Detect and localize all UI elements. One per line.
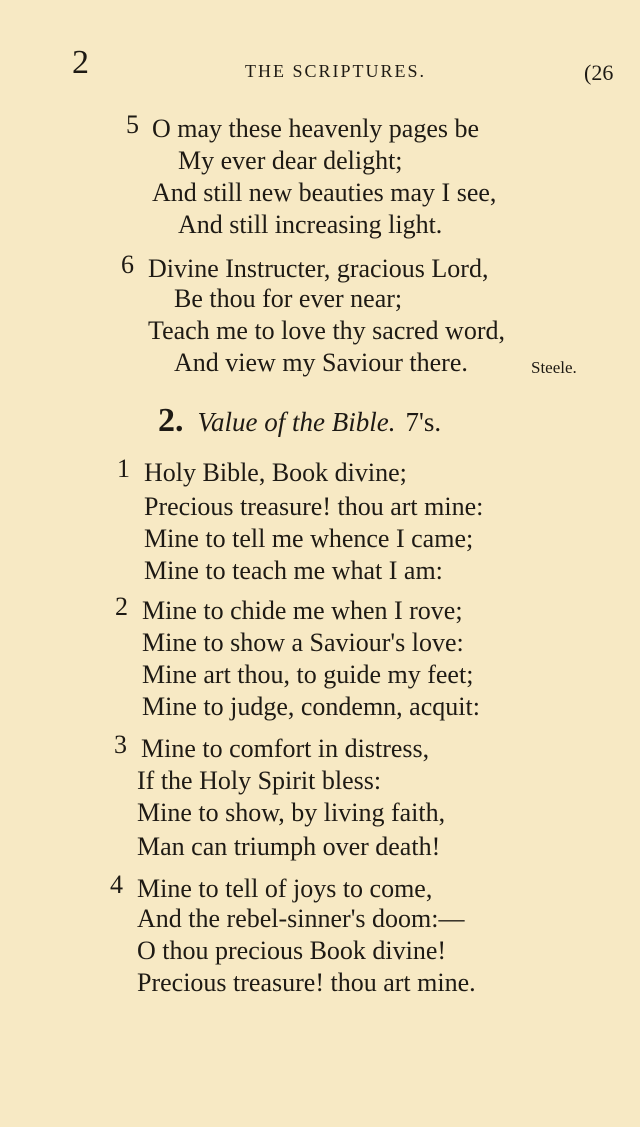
verse-line: My ever dear delight; <box>178 146 403 175</box>
hymn-meter: 7's. <box>405 407 442 437</box>
verse-line: Divine Instructer, gracious Lord, <box>148 254 489 283</box>
verse-line: And still new beauties may I see, <box>152 178 497 207</box>
verse-number: 5 <box>126 110 139 139</box>
running-head: THE SCRIPTURES. <box>245 61 427 81</box>
hymn-number: 2. <box>158 402 184 439</box>
verse-line: Mine to tell me whence I came; <box>144 524 474 553</box>
verse-line: Mine to chide me when I rove; <box>142 596 463 625</box>
verse-line: And still increasing light. <box>178 210 443 239</box>
verse-line: Mine to show, by living faith, <box>137 798 446 827</box>
verse-line: Mine to tell of joys to come, <box>137 874 433 903</box>
verse-line: Man can triumph over death! <box>137 832 441 861</box>
verse-line: Mine to show a Saviour's love: <box>142 628 464 657</box>
verse-number: 3 <box>114 730 127 759</box>
verse-number: 4 <box>110 870 123 899</box>
verse-line: Mine to comfort in distress, <box>141 734 430 763</box>
verse-line: If the Holy Spirit bless: <box>137 766 382 795</box>
verse-number: 1 <box>117 454 130 483</box>
verse-line: And view my Saviour there. <box>174 348 468 377</box>
margin-note: (26 <box>584 60 614 85</box>
verse-line: Mine art thou, to guide my feet; <box>142 660 474 689</box>
verse-line: And the rebel-sinner's doom:— <box>137 904 465 933</box>
verse-line: Precious treasure! thou art mine: <box>144 492 484 521</box>
hymn-heading <box>158 404 441 438</box>
verse-line: Precious treasure! thou art mine. <box>137 968 476 997</box>
verse-line: O may these heavenly pages be <box>152 114 480 143</box>
hymn-title: Value of the Bible. <box>197 407 396 437</box>
verse-line: Be thou for ever near; <box>174 284 403 313</box>
verse-line: Holy Bible, Book divine; <box>144 458 407 487</box>
page-number: 2 <box>72 44 89 81</box>
verse-line: Teach me to love thy sacred word, <box>148 316 505 345</box>
author-attribution: Steele. <box>531 358 577 377</box>
verse-number: 2 <box>115 592 128 621</box>
verse-number: 6 <box>121 250 134 279</box>
verse-line: O thou precious Book divine! <box>137 936 447 965</box>
verse-line: Mine to teach me what I am: <box>144 556 443 585</box>
verse-line: Mine to judge, condemn, acquit: <box>142 692 480 721</box>
